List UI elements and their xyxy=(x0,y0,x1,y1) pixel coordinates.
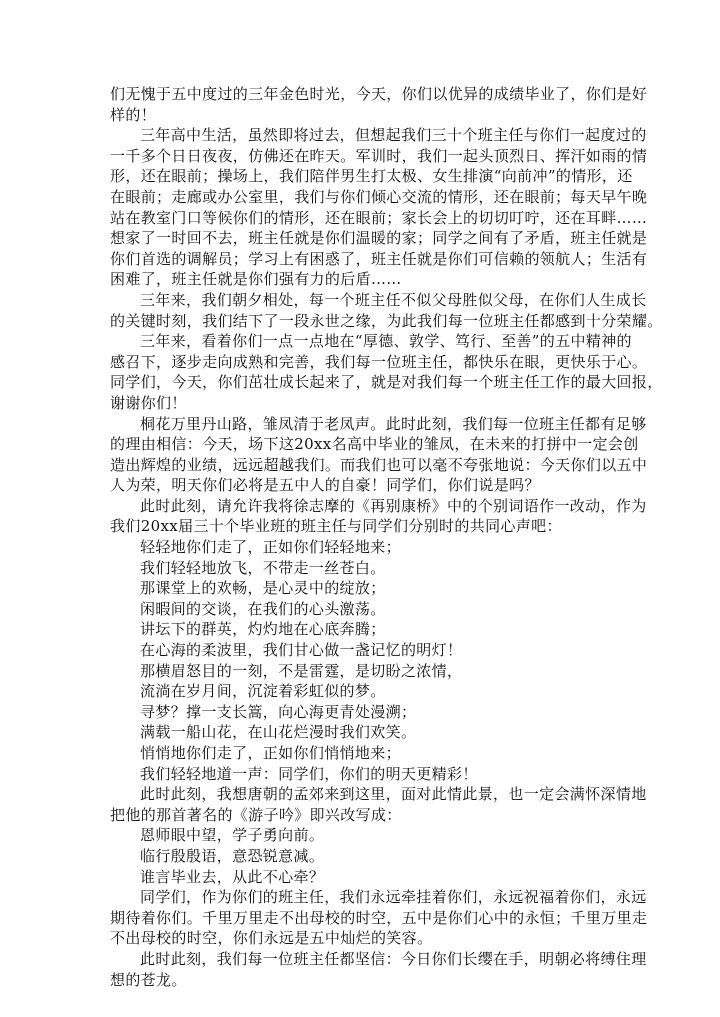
text-line: 把他的那首著名的《游子吟》即兴改写成： xyxy=(110,805,402,824)
poem-line: 我们轻轻地放飞，不带走一丝苍白。 xyxy=(140,558,386,577)
poem-line: 我们轻轻地道一声：同学们，你们的明天更精彩！ xyxy=(140,764,478,783)
text-line: 在眼前；走廊或办公室里，我们与你们倾心交流的情形，还在眼前；每天早午晚 xyxy=(110,187,648,206)
text-line: 困难了，班主任就是你们强有力的后盾…… xyxy=(110,270,402,289)
poem-line: 恩师眼中望，学子勇向前。 xyxy=(140,826,325,845)
poem-line: 悄悄地你们走了，正如你们悄悄地来； xyxy=(140,744,401,762)
poem-line: 谁言毕业去，从此不心牵？ xyxy=(140,867,325,886)
text-line: 想的苍龙。 xyxy=(110,970,187,989)
poem-line: 满载一船山花，在山花烂漫时我们欢笑。 xyxy=(140,723,417,742)
poem-line: 寻梦？撑一支长篙，向心海更青处漫溯； xyxy=(140,702,417,721)
text-line: 一千多个日日夜夜，仿佛还在昨天。军训时，我们一起头顶烈日、挥汗如雨的情 xyxy=(110,146,648,165)
text-line: 站在教室门口等候你们的情形，还在眼前；家长会上的切切叮咛，还在耳畔…… xyxy=(110,208,648,227)
poem-line: 讲坛下的群英，灼灼地在心底奔腾； xyxy=(140,620,386,639)
text-line: 此时此刻，我们每一位班主任都坚信：今日你们长缨在手，明朝必将缚住理 xyxy=(140,949,647,968)
poem-line: 在心海的柔波里，我们甘心做一盏记忆的明灯！ xyxy=(140,641,463,660)
text-line: 桐花万里丹山路，雏凤清于老凤声。此时此刻，我们每一位班主任都有足够 xyxy=(140,414,647,433)
text-line: 人为荣，明天你们必将是五中人的自豪！同学们，你们说是吗？ xyxy=(110,476,540,495)
poem-line: 那横眉怒目的一刻，不是雷霆，是切盼之浓情， xyxy=(140,661,463,680)
text-line: 我们20xx届三十个毕业班的班主任与同学们分别时的共同心声吧： xyxy=(110,517,562,536)
text-line: 形，还在眼前；操场上，我们陪伴男生打太极、女生排演“向前冲”的情形，还 xyxy=(110,167,633,186)
text-line: 样的！ xyxy=(110,105,157,124)
text-line: 期待着你们。千里万里走不出母校的时空，五中是你们心中的永恒；千里万里走 xyxy=(110,908,648,927)
poem-line: 闲暇间的交谈，在我们的心头激荡。 xyxy=(140,599,386,618)
text-line: 造出辉煌的业绩，远远超越我们。而我们也可以毫不夸张地说：今天你们以五中 xyxy=(110,455,648,474)
text-line: 谢谢你们！ xyxy=(110,393,187,412)
text-line: 同学们，今天，你们茁壮成长起来了，就是对我们每一个班主任工作的最大回报， xyxy=(110,373,663,392)
poem-line: 轻轻地你们走了，正如你们轻轻地来； xyxy=(140,538,401,557)
text-line: 不出母校的时空，你们永远是五中灿烂的笑容。 xyxy=(110,929,433,948)
poem-line: 那课堂上的欢畅，是心灵中的绽放； xyxy=(140,579,386,598)
text-line: 们无愧于五中度过的三年金色时光，今天，你们以优异的成绩毕业了，你们是好 xyxy=(110,85,648,103)
text-line: 三年来，看着你们一点一点地在“厚德、敦学、笃行、至善”的五中精神的 xyxy=(140,332,632,351)
text-line: 的关键时刻，我们结下了一段永世之缘，为此我们每一位班主任都感到十分荣耀。 xyxy=(110,311,663,330)
text-line: 三年来，我们朝夕相处，每一个班主任不似父母胜似父母，在你们人生成长 xyxy=(140,290,647,309)
text-line: 想家了一时回不去，班主任就是你们温暖的家；同学之间有了矛盾，班主任就是 xyxy=(110,229,648,248)
text-line: 此时此刻，我想唐朝的孟郊来到这里，面对此情此景，也一定会满怀深情地 xyxy=(140,785,647,804)
text-line: 感召下，逐步走向成熟和完善，我们每一位班主任，都快乐在眼，更快乐于心。 xyxy=(110,352,648,371)
poem-line: 临行殷殷语，意恐锐意减。 xyxy=(140,846,325,865)
document-body xyxy=(110,84,663,990)
text-line: 同学们，作为你们的班主任，我们永远牵挂着你们，永远祝福着你们，永远 xyxy=(140,888,647,907)
poem-line: 流淌在岁月间，沉淀着彩虹似的梦。 xyxy=(140,682,386,701)
text-line: 三年高中生活，虽然即将过去，但想起我们三十个班主任与你们一起度过的 xyxy=(140,126,647,145)
text-line: 你们首选的调解员；学习上有困惑了，班主任就是你们可信赖的领航人；生活有 xyxy=(110,249,648,268)
text-line: 此时此刻，请允许我将徐志摩的《再别康桥》中的个别词语作一改动，作为 xyxy=(140,496,647,515)
text-line: 的理由相信：今天，场下这20xx名高中毕业的雏凤，在未来的打拼中一定会创 xyxy=(110,435,639,454)
